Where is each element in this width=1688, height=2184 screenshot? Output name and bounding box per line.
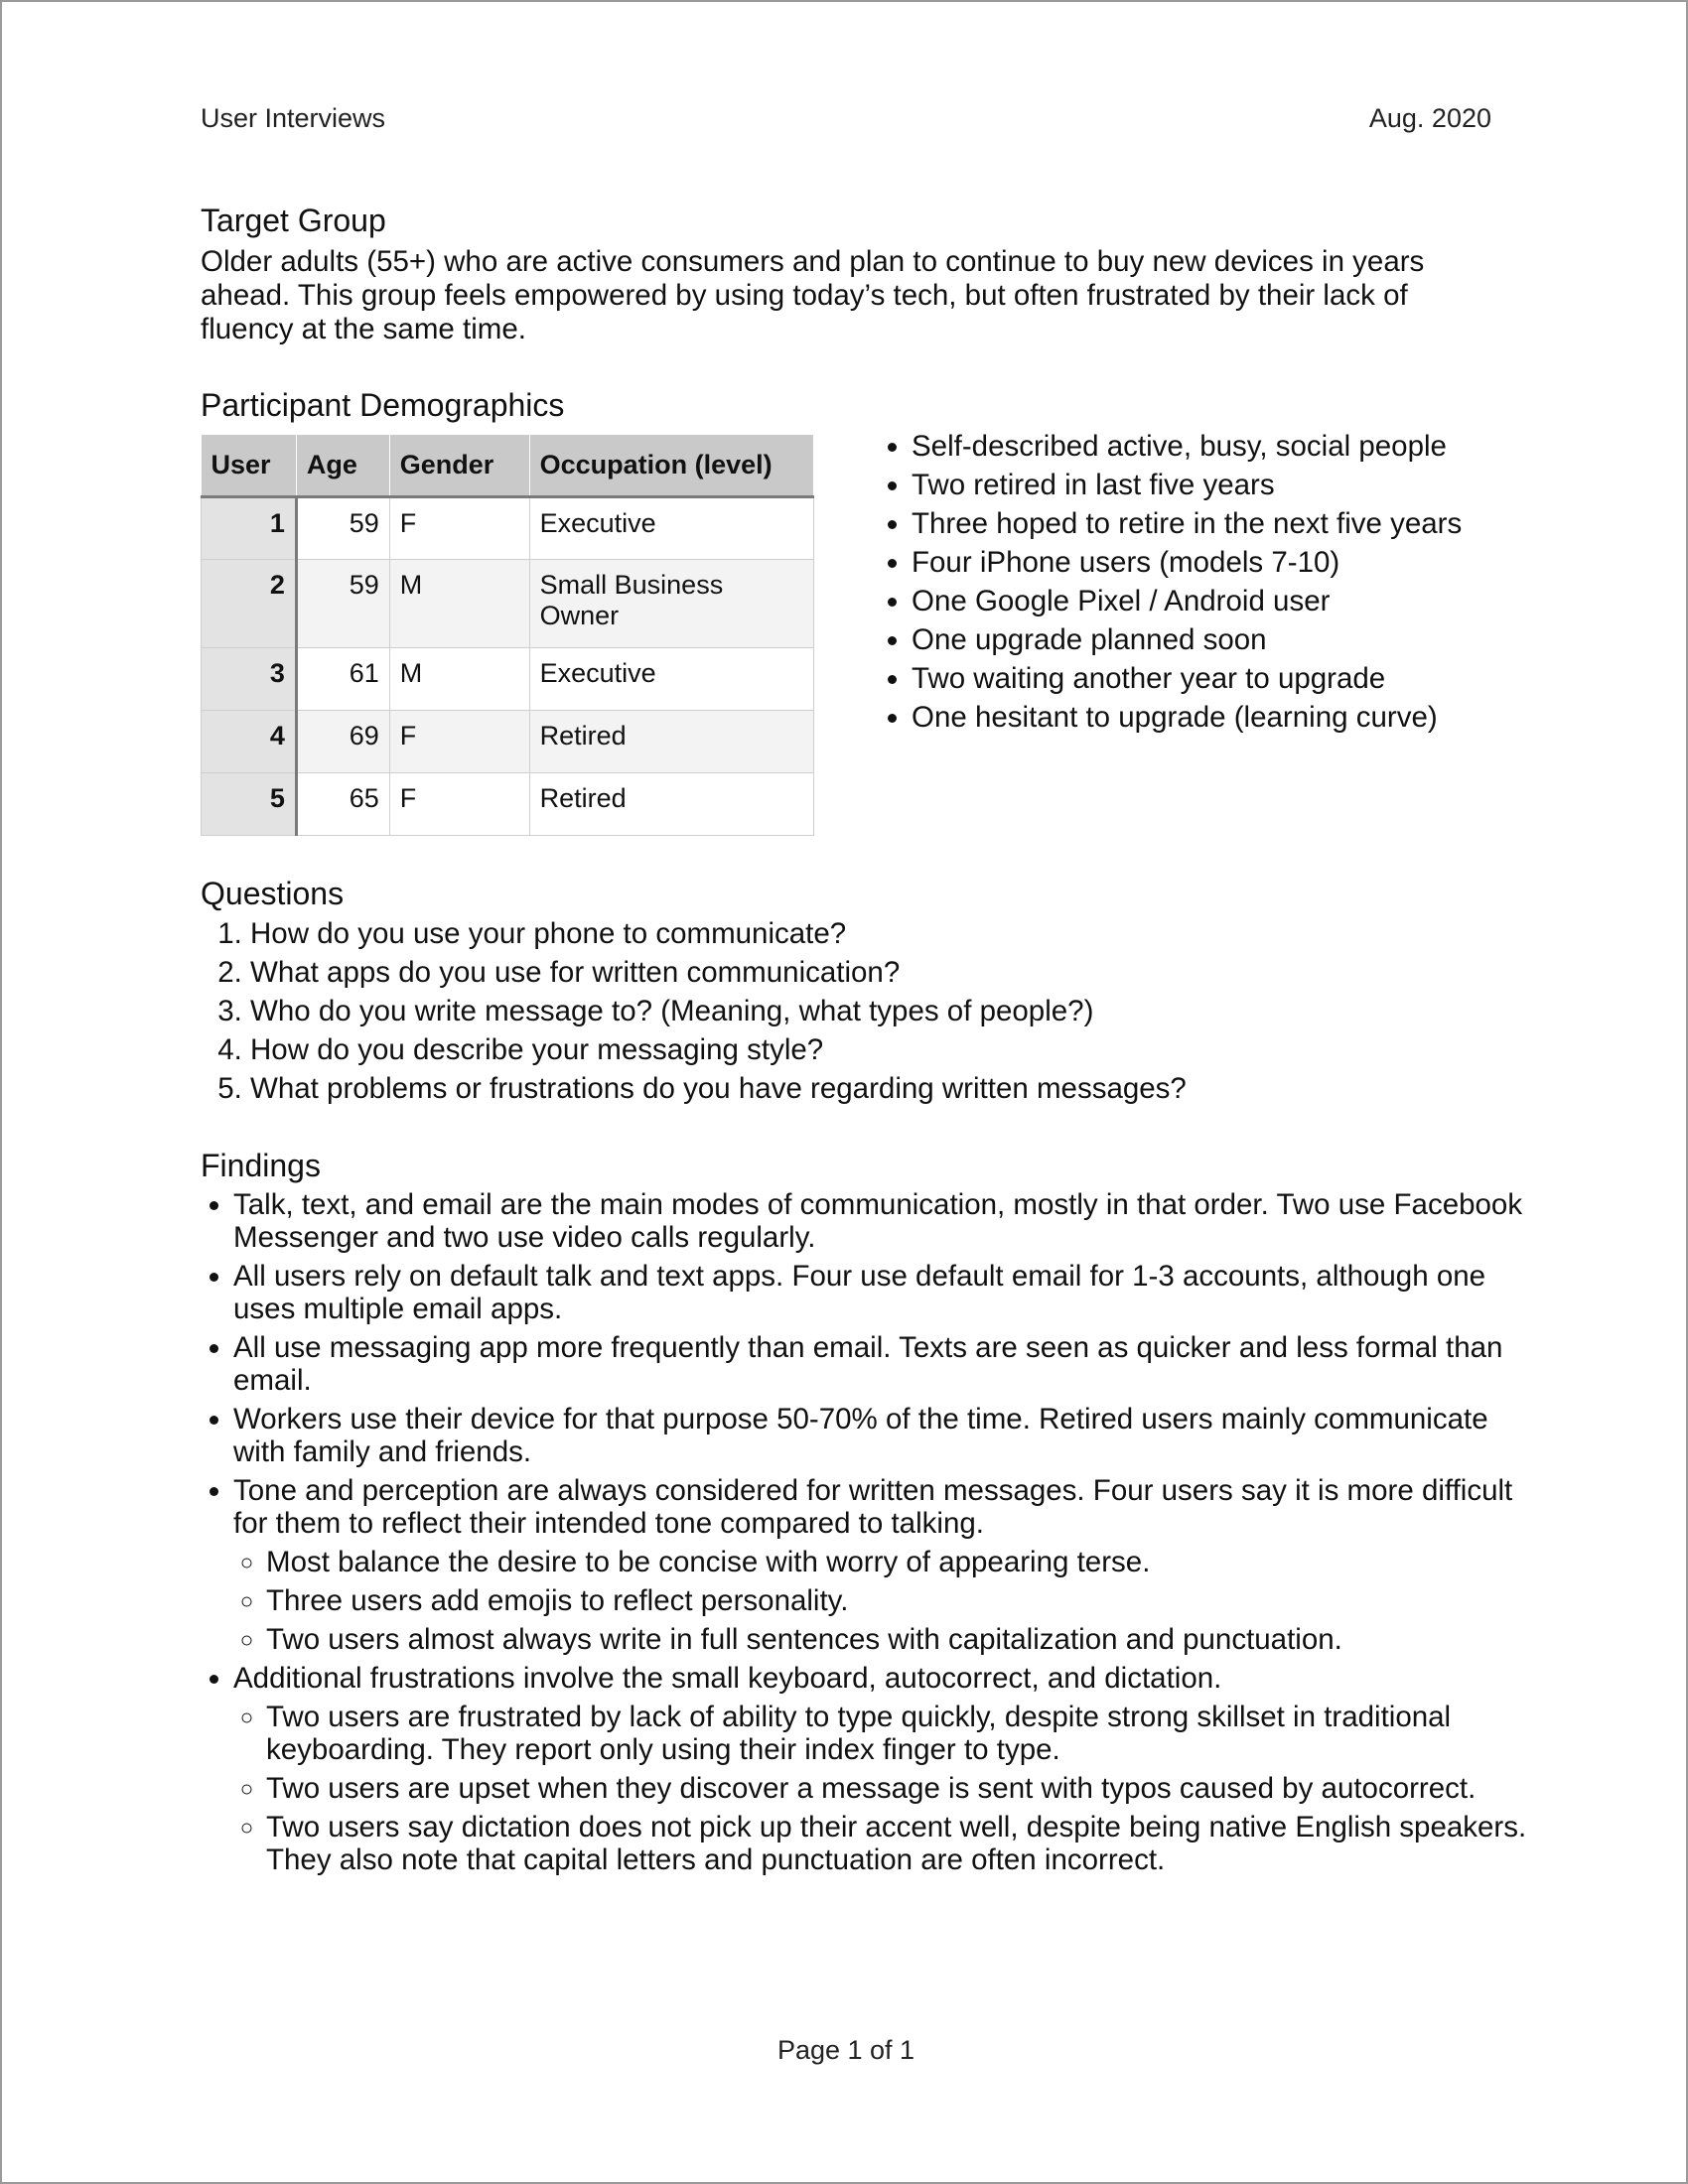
user-cell: 5: [202, 772, 297, 835]
age-cell: 59: [296, 559, 389, 647]
column-header-occupation: Occupation (level): [529, 435, 813, 496]
user-cell: 4: [202, 710, 297, 772]
list-item: • Self-described active, busy, social people: [912, 427, 1547, 466]
finding-text: Workers use their device for that purpose 50-70% of the time. Retired users mainly communicate with family and friends.: [233, 1403, 1488, 1468]
findings-heading: Findings: [201, 1148, 321, 1183]
table-row: [202, 647, 814, 710]
gender-cell: M: [389, 647, 529, 710]
column-header-user: User: [202, 435, 297, 496]
list-item: • Two waiting another year to upgrade: [912, 659, 1547, 698]
list-item: [233, 1260, 1534, 1325]
list-item: [233, 1331, 1534, 1397]
target-group-description: Older adults (55+) who are active consumers and plan to continue to buy new devices in years ahead. This group feels empowered by using today’s tech, but often frustrated by their lack of fluency at the same time.: [201, 245, 1425, 345]
demographics-table: [201, 435, 814, 836]
list-item: 4. How do you describe your messaging style?: [250, 1030, 1541, 1069]
demographics-heading: Participant Demographics: [201, 387, 565, 423]
sub-list-item: ◦ Most balance the desire to be concise with worry of appearing terse.: [266, 1546, 1534, 1578]
column-header-age: Age: [296, 435, 389, 496]
table-row: [202, 710, 814, 772]
questions-list: [201, 914, 1541, 1108]
age-cell: 59: [296, 496, 389, 559]
age-cell: 69: [296, 710, 389, 772]
occupation-cell: Retired: [529, 772, 813, 835]
findings-list: [201, 1188, 1534, 1882]
list-item: 3. Who do you write message to? (Meaning, what types of people?): [250, 992, 1541, 1030]
table-row: [202, 559, 814, 647]
occupation-cell: Executive: [529, 647, 813, 710]
list-item: • One Google Pixel / Android user: [912, 582, 1547, 620]
finding-text: Tone and perception are always considered for written messages. Four users say it is more difficult for them to reflect their intended tone compared to talking.: [233, 1474, 1513, 1540]
gender-cell: M: [389, 559, 529, 647]
user-cell: 2: [202, 559, 297, 647]
list-item: [233, 1188, 1534, 1254]
age-cell: 65: [296, 772, 389, 835]
finding-text: All users rely on default talk and text apps. Four use default email for 1-3 accounts, although one uses multiple email apps.: [233, 1260, 1486, 1325]
sub-list-item: ◦ Two users are frustrated by lack of ability to type quickly, despite strong skillset in traditional keyboarding. They report only using their index finger to type.: [266, 1701, 1534, 1766]
user-cell: 1: [202, 496, 297, 559]
user-cell: 3: [202, 647, 297, 710]
list-item: [233, 1662, 1534, 1876]
list-item: • Two retired in last five years: [912, 466, 1547, 504]
sub-findings-list: [233, 1701, 1534, 1876]
sub-list-item: ◦ Two users almost always write in full sentences with capitalization and punctuation.: [266, 1623, 1534, 1656]
table-header-row: [202, 435, 814, 496]
occupation-cell: Small Business Owner: [529, 559, 813, 647]
sub-list-item: ◦ Two users are upset when they discover a message is sent with typos caused by autocorrect.: [266, 1772, 1534, 1805]
page-number: Page 1 of 1: [776, 2035, 915, 2065]
target-group-heading: Target Group: [201, 203, 386, 238]
gender-cell: F: [389, 710, 529, 772]
column-header-gender: Gender: [389, 435, 529, 496]
finding-text: Talk, text, and email are the main modes of communication, mostly in that order. Two use Facebook Messenger and two use video calls regularly.: [233, 1188, 1523, 1254]
occupation-cell: Executive: [529, 496, 813, 559]
list-item: 1. How do you use your phone to communicate?: [250, 914, 1541, 953]
table-row: [202, 772, 814, 835]
demographics-bullet-list: [880, 427, 1547, 737]
finding-text: Additional frustrations involve the small keyboard, autocorrect, and dictation.: [233, 1662, 1222, 1695]
list-item: [233, 1403, 1534, 1468]
list-item: • Three hoped to retire in the next five years: [912, 504, 1547, 543]
finding-text: All use messaging app more frequently than email. Texts are seen as quicker and less formal than email.: [233, 1331, 1503, 1397]
header-title: User Interviews: [201, 103, 386, 133]
age-cell: 61: [296, 647, 389, 710]
list-item: [233, 1474, 1534, 1656]
list-item: • Four iPhone users (models 7-10): [912, 543, 1547, 582]
page-header: [201, 103, 1491, 139]
gender-cell: F: [389, 772, 529, 835]
header-date: Aug. 2020: [1368, 103, 1491, 133]
list-item: 2. What apps do you use for written communication?: [250, 953, 1541, 992]
gender-cell: F: [389, 496, 529, 559]
sub-list-item: ◦ Two users say dictation does not pick up their accent well, despite being native English speakers. They also note that capital letters and punctuation are often incorrect.: [266, 1811, 1534, 1876]
sub-list-item: ◦ Three users add emojis to reflect personality.: [266, 1584, 1534, 1617]
list-item: • One upgrade planned soon: [912, 620, 1547, 659]
table-row: [202, 496, 814, 559]
occupation-cell: Retired: [529, 710, 813, 772]
list-item: • One hesitant to upgrade (learning curve): [912, 698, 1547, 737]
list-item: 5. What problems or frustrations do you have regarding written messages?: [250, 1069, 1541, 1108]
questions-heading: Questions: [201, 876, 345, 911]
sub-findings-list: [233, 1546, 1534, 1656]
